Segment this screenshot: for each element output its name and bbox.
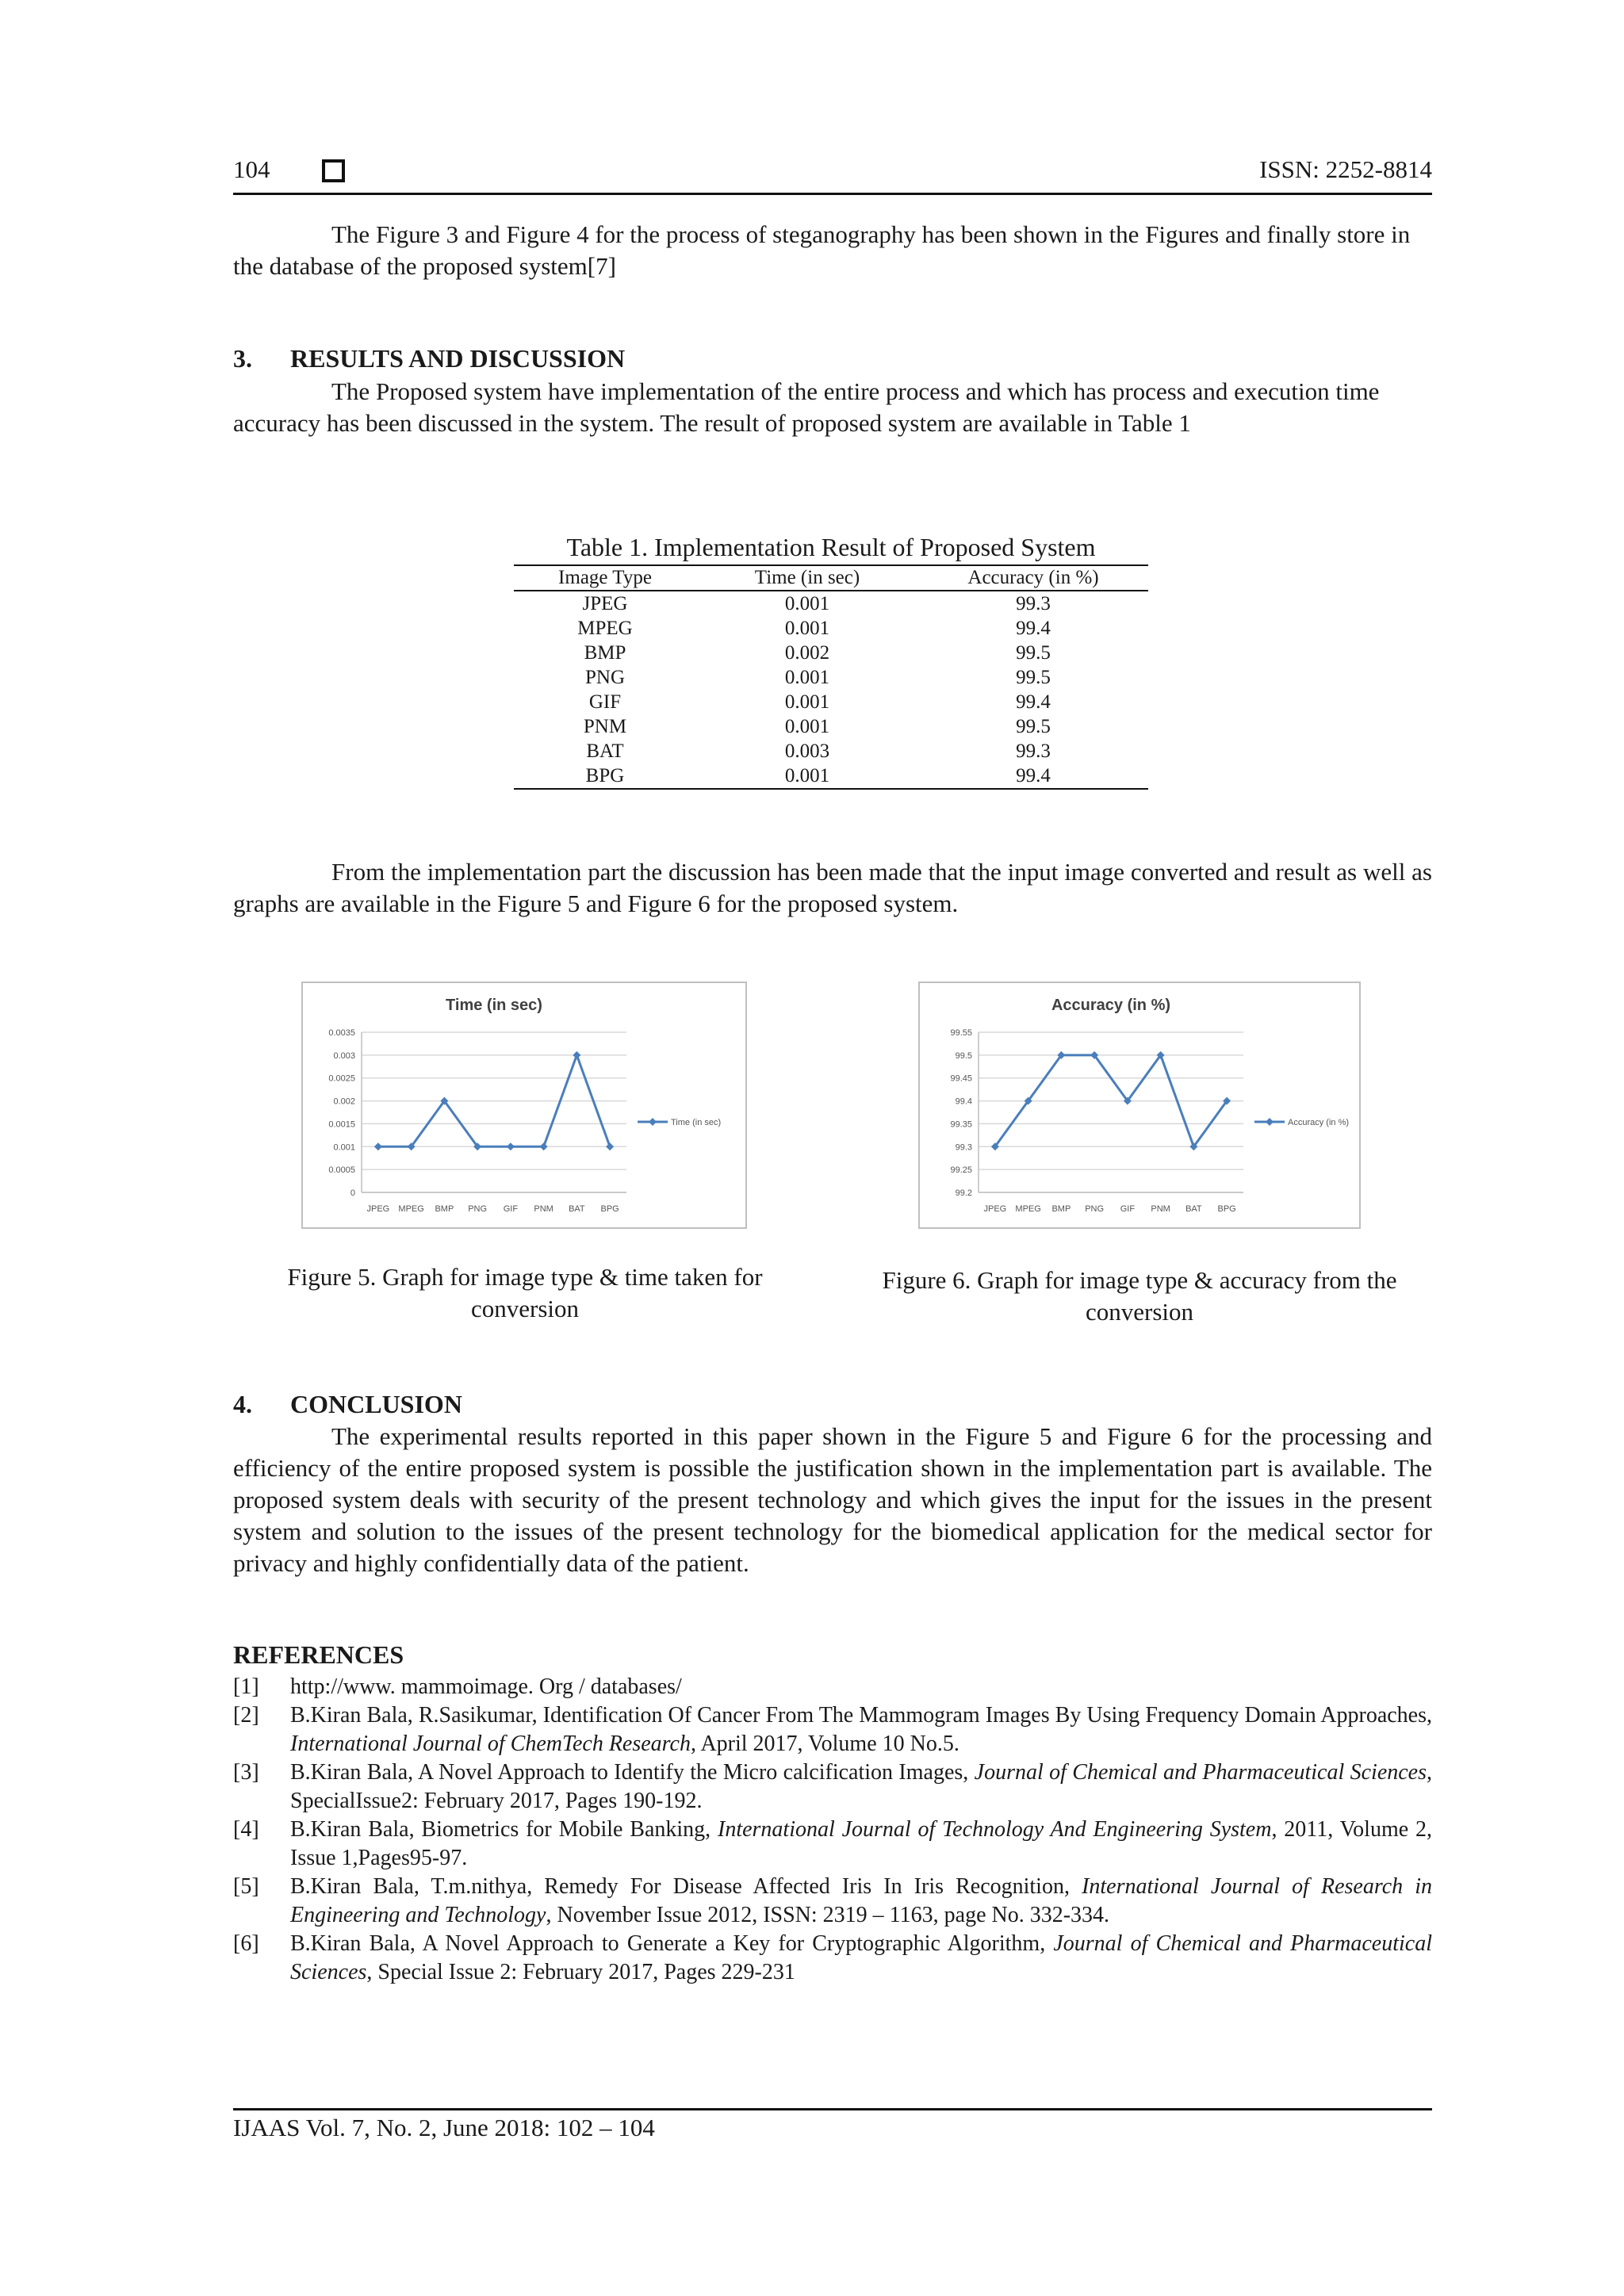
section-number: 4. [233, 1390, 252, 1418]
reference-body: B.Kiran Bala, A Novel Approach to Identify the Micro calcification Images, [290, 1760, 975, 1785]
y-tick-label: 99.2 [955, 1188, 972, 1198]
x-tick-label: BMP [435, 1204, 454, 1214]
table-cell: 0.001 [784, 667, 830, 688]
reference-number: [1] [233, 1674, 259, 1699]
footer-citation: IJAAS Vol. 7, No. 2, June 2018: 102 – 104 [233, 2114, 655, 2141]
table-cell: 0.002 [784, 642, 830, 664]
y-tick-label: 0.0005 [328, 1165, 355, 1176]
x-tick-label: MPEG [1015, 1204, 1041, 1214]
table-cell: PNM [583, 716, 627, 737]
references-heading: REFERENCES [233, 1640, 404, 1669]
section-title: RESULTS AND DISCUSSION [290, 344, 626, 373]
table-cell: 99.4 [1016, 691, 1051, 713]
data-point [507, 1142, 515, 1150]
reference-body: B.Kiran Bala, T.m.nithya, Remedy For Disease Affected Iris In Iris Recognition, [290, 1874, 1082, 1899]
table-cell: BMP [584, 642, 626, 664]
legend-label: Accuracy (in %) [1288, 1118, 1350, 1127]
x-tick-label: PNM [1151, 1204, 1170, 1214]
table-cell: 99.5 [1016, 642, 1051, 664]
section-3-paragraph: The Proposed system have implementation of the entire process and which has process and execution time accuracy has been discussed in the system. The result of proposed system are available in Table 1 [233, 377, 1380, 437]
legend-marker [649, 1118, 657, 1126]
header-rule [233, 193, 1432, 195]
reference-journal: International Journal of ChemTech Research [290, 1732, 691, 1756]
table-row [514, 739, 1148, 763]
table-cell: 0.003 [784, 740, 830, 762]
reference-text [290, 1873, 1432, 1930]
reference-text [290, 1673, 1432, 1701]
reference-number: [2] [233, 1703, 259, 1728]
table-cell: 0.001 [696, 763, 918, 789]
reference-item [233, 1816, 1432, 1873]
table-row [514, 665, 1148, 690]
section-4-heading [233, 1390, 462, 1419]
data-point [374, 1142, 382, 1150]
table-row [514, 641, 1148, 665]
table-cell: GIF [588, 691, 622, 713]
data-point [540, 1142, 548, 1150]
figure-5-caption: Figure 5. Graph for image type & time taken for conversion [287, 1263, 763, 1322]
legend-marker [1266, 1118, 1274, 1126]
accuracy-chart-frame [918, 982, 1361, 1229]
accuracy-chart [920, 983, 1359, 1227]
section-title: CONCLUSION [290, 1390, 462, 1418]
table-cell: JPEG [582, 593, 628, 614]
table-header-row [514, 565, 1148, 591]
x-tick-label: PNM [534, 1204, 553, 1214]
table-cell: 99.3 [1016, 593, 1051, 614]
x-tick-label: MPEG [398, 1204, 424, 1214]
reference-number: [4] [233, 1817, 259, 1842]
reference-journal: Journal of Chemical and Pharmaceutical Sciences [290, 1931, 1432, 1984]
x-tick-label: GIF [1120, 1204, 1136, 1214]
y-tick-label: 0.001 [333, 1142, 355, 1153]
table-cell: MPEG [577, 618, 633, 639]
y-tick-label: 99.55 [950, 1028, 972, 1038]
y-tick-label: 0.003 [333, 1050, 355, 1061]
figure-6-caption: Figure 6. Graph for image type & accuracy from the conversion [882, 1266, 1397, 1326]
y-tick-label: 0.0025 [328, 1073, 355, 1084]
data-point [606, 1142, 614, 1150]
reference-text [290, 1816, 1432, 1873]
reference-number: [5] [233, 1874, 259, 1899]
y-tick-label: 99.5 [955, 1050, 972, 1061]
x-tick-label: BAT [1185, 1204, 1202, 1214]
x-tick-label: PNG [1085, 1204, 1105, 1214]
y-tick-label: 99.4 [955, 1096, 972, 1107]
x-tick-label: BPG [1217, 1204, 1236, 1214]
y-tick-label: 0 [350, 1188, 355, 1198]
x-tick-label: JPEG [983, 1204, 1007, 1214]
data-point [573, 1051, 580, 1059]
reference-body: http://www. mammoimage. Org / databases/ [290, 1674, 682, 1699]
results-table [514, 564, 1148, 790]
y-tick-label: 99.35 [950, 1119, 972, 1130]
footer-rule [233, 2108, 1432, 2110]
x-tick-label: BAT [569, 1204, 585, 1214]
reference-item [233, 1930, 1432, 1987]
x-tick-label: GIF [503, 1204, 519, 1214]
issn: ISSN: 2252-8814 [1259, 155, 1432, 183]
table-cell: BAT [586, 740, 624, 762]
table-cell: PNG [584, 667, 625, 688]
time-chart-frame [301, 982, 747, 1229]
square-icon [322, 159, 345, 182]
section-3-heading [233, 344, 625, 373]
table-row [514, 714, 1148, 739]
reference-item [233, 1701, 1432, 1758]
reference-number: [3] [233, 1760, 259, 1785]
table-cell: 99.5 [1016, 716, 1051, 737]
reference-text [290, 1758, 1432, 1816]
table-cell: 99.5 [1016, 667, 1051, 688]
table-row [514, 763, 1148, 789]
y-tick-label: 99.3 [955, 1142, 972, 1153]
reference-details: , April 2017, Volume 10 No.5. [690, 1732, 959, 1756]
table-row [514, 616, 1148, 641]
table-row [514, 591, 1148, 616]
y-tick-label: 0.0015 [328, 1119, 355, 1130]
table-header: Image Type [514, 565, 696, 591]
table-cell: 0.001 [784, 716, 830, 737]
x-tick-label: BMP [1051, 1204, 1071, 1214]
reference-journal: International Journal of Technology And Engineering System [718, 1817, 1272, 1842]
x-tick-label: JPEG [366, 1204, 390, 1214]
table-row [514, 690, 1148, 714]
chart-title: Accuracy (in %) [1051, 997, 1171, 1014]
table-cell: 99.3 [1016, 740, 1051, 762]
reference-item [233, 1673, 1432, 1701]
reference-item [233, 1873, 1432, 1930]
reference-details: , November Issue 2012, ISSN: 2319 – 1163, page No. 332-334. [546, 1903, 1110, 1927]
discussion-paragraph: From the implementation part the discussion has been made that the input image converted and result as well as graphs are available in the Figure 5 and Figure 6 for the proposed system. [233, 858, 1432, 917]
reference-body: B.Kiran Bala, A Novel Approach to Generate a Key for Cryptographic Algorithm, [290, 1931, 1054, 1956]
page-number: 104 [233, 155, 270, 183]
x-tick-label: PNG [468, 1204, 488, 1214]
y-tick-label: 0.002 [333, 1096, 355, 1107]
reference-item [233, 1758, 1432, 1816]
reference-details: , Special Issue 2: February 2017, Pages 229-231 [366, 1960, 795, 1984]
reference-text [290, 1930, 1432, 1987]
chart-title: Time (in sec) [446, 997, 542, 1014]
reference-details: , 2011, Volume 2, Issue 1,Pages95-97. [290, 1817, 1432, 1870]
table-header: Time (in sec) [696, 565, 918, 591]
table-header: Accuracy (in %) [918, 565, 1148, 591]
section-number: 3. [233, 344, 252, 373]
y-tick-label: 99.25 [950, 1165, 972, 1176]
time-chart [303, 983, 745, 1227]
table-cell: BPG [514, 763, 696, 789]
table-caption: Table 1. Implementation Result of Proposed System [566, 533, 1096, 561]
table-cell: 0.001 [784, 593, 830, 614]
table-cell: 0.001 [784, 691, 830, 713]
reference-journal: Journal of Chemical and Pharmaceutical Sciences [974, 1760, 1427, 1785]
legend-label: Time (in sec) [671, 1118, 722, 1127]
reference-body: B.Kiran Bala, Biometrics for Mobile Banking, [290, 1817, 718, 1842]
reference-body: B.Kiran Bala, R.Sasikumar, Identification Of Cancer From The Mammogram Images By Using Frequency Domain Approaches, [290, 1703, 1432, 1728]
table-cell: 0.001 [784, 618, 830, 639]
reference-details: , SpecialIssue2: February 2017, Pages 190-192. [290, 1760, 1433, 1813]
intro-paragraph: The Figure 3 and Figure 4 for the process of steganography has been shown in the Figures and finally store in the database of the proposed system[7] [233, 220, 1411, 280]
x-tick-label: BPG [600, 1204, 619, 1214]
reference-number: [6] [233, 1931, 259, 1956]
reference-journal: International Journal of Research in Engineering and Technology [290, 1874, 1433, 1927]
y-tick-label: 99.45 [950, 1073, 972, 1084]
y-tick-label: 0.0035 [328, 1028, 355, 1038]
reference-text [290, 1701, 1432, 1758]
table-cell: 99.4 [1016, 618, 1051, 639]
table-cell: 99.4 [918, 763, 1148, 789]
conclusion-paragraph: The experimental results reported in this paper shown in the Figure 5 and Figure 6 for the processing and efficiency of the entire proposed system is possible the justification shown in the implementation part is available. The proposed system deals with security of the present technology and which gives the input for the issues in the present system and solution to the issues of the present technology for the biomedical application for the medical sector for privacy and highly confidentially data of the patient. [233, 1422, 1432, 1577]
